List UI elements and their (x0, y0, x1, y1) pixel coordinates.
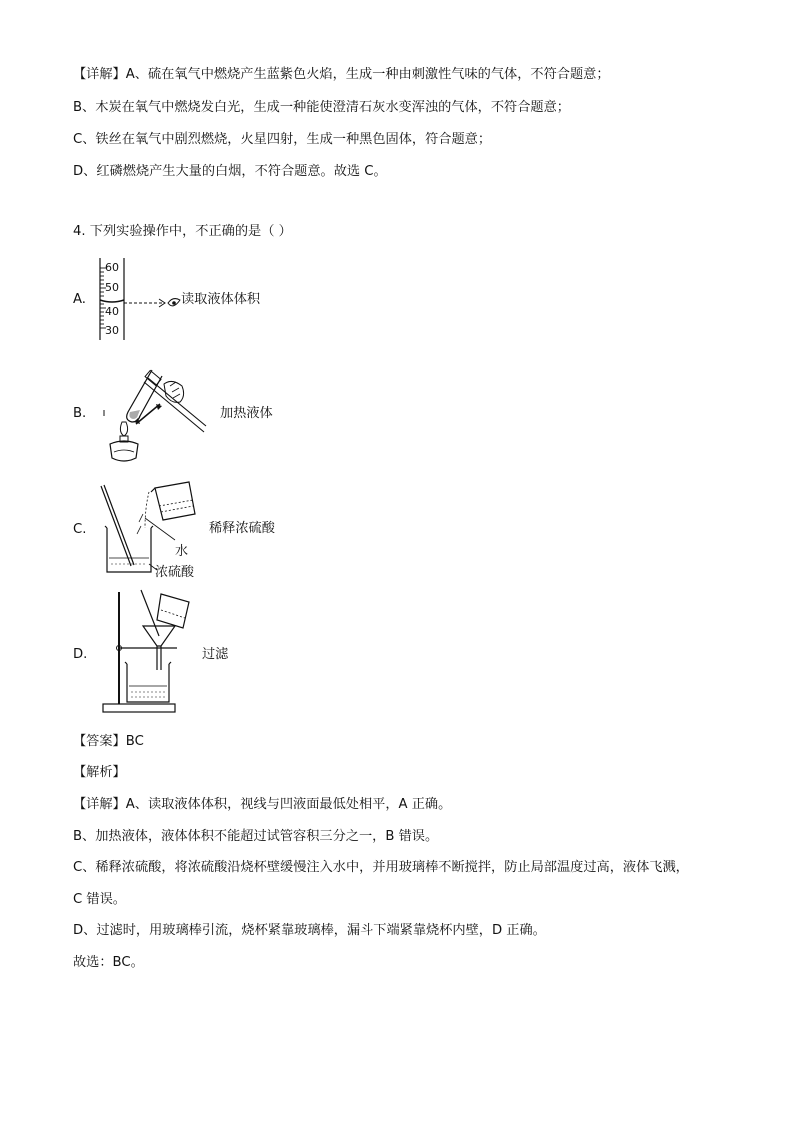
acid-beaker (105, 526, 153, 572)
dilute-sulfuric-acid-figure (95, 478, 210, 583)
prev-explain-line-4: D、红磷燃烧产生大量的白烟，不符合题意。故选 C。 (73, 164, 387, 179)
graduated-cylinder-figure (95, 256, 185, 346)
option-b-letter: B. (73, 406, 87, 421)
option-c-letter: C. (73, 522, 87, 537)
heating-liquid-figure (100, 362, 210, 468)
scale-label-40: 40 (105, 305, 119, 318)
explain-line-4: C 错误。 (73, 892, 126, 907)
explain-line-6: 故选：BC。 (73, 955, 144, 970)
glass-rod-d (141, 590, 159, 636)
scale-label-60: 60 (105, 261, 119, 274)
explain-line-1: 【详解】A、读取液体体积，视线与凹液面最低处相平，A 正确。 (73, 797, 452, 812)
label-water: 水 (175, 544, 189, 559)
option-b-caption: 加热液体 (220, 406, 273, 421)
option-c-caption: 稀释浓硫酸 (209, 521, 275, 536)
explain-line-2: B、加热液体，液体体积不能超过试管容积三分之一，B 错误。 (73, 829, 439, 844)
glass-rod (101, 485, 134, 566)
prev-explain-line-3: C、铁丝在氧气中剧烈燃烧，火星四射，生成一种黑色固体，符合题意； (73, 132, 492, 147)
option-d-caption: 过滤 (202, 647, 229, 662)
analysis-heading: 【解析】 (73, 765, 126, 780)
scale-label-30: 30 (105, 324, 119, 337)
iron-stand (103, 592, 177, 712)
prev-explain-line-1: 【详解】A、硫在氧气中燃烧产生蓝紫色火焰，生成一种由刺激性气味的气体，不符合题意； (73, 67, 610, 82)
prev-explain-line-2: B、木炭在氧气中燃烧发白光，生成一种能使澄清石灰水变浑浊的气体，不符合题意； (73, 100, 570, 115)
water-beaker (151, 482, 195, 520)
receiving-beaker (125, 662, 171, 702)
question-text: 4. 下列实验操作中，不正确的是（ ） (73, 224, 292, 239)
explain-line-5: D、过滤时，用玻璃棒引流，烧杯紧靠玻璃棒，漏斗下端紧靠烧杯内壁，D 正确。 (73, 923, 546, 938)
option-a-caption: 读取液体体积 (181, 292, 261, 307)
option-d-letter: D. (73, 647, 88, 662)
scale-label-50: 50 (105, 281, 119, 294)
filtration-figure (95, 586, 205, 716)
test-tube-holder (144, 370, 206, 432)
explain-line-3: C、稀释浓硫酸，将浓硫酸沿烧杯壁缓慢注入水中，并用玻璃棒不断搅拌，防止局部温度过高，液体飞溅， (73, 860, 689, 875)
label-sulfuric-acid: 浓硫酸 (155, 565, 195, 580)
pouring-beaker (157, 594, 189, 628)
eye-icon (168, 299, 180, 306)
alcohol-lamp (110, 422, 138, 461)
option-a-letter: A. (73, 292, 86, 307)
test-tube (127, 370, 162, 422)
answer-text: 【答案】BC (73, 734, 144, 749)
